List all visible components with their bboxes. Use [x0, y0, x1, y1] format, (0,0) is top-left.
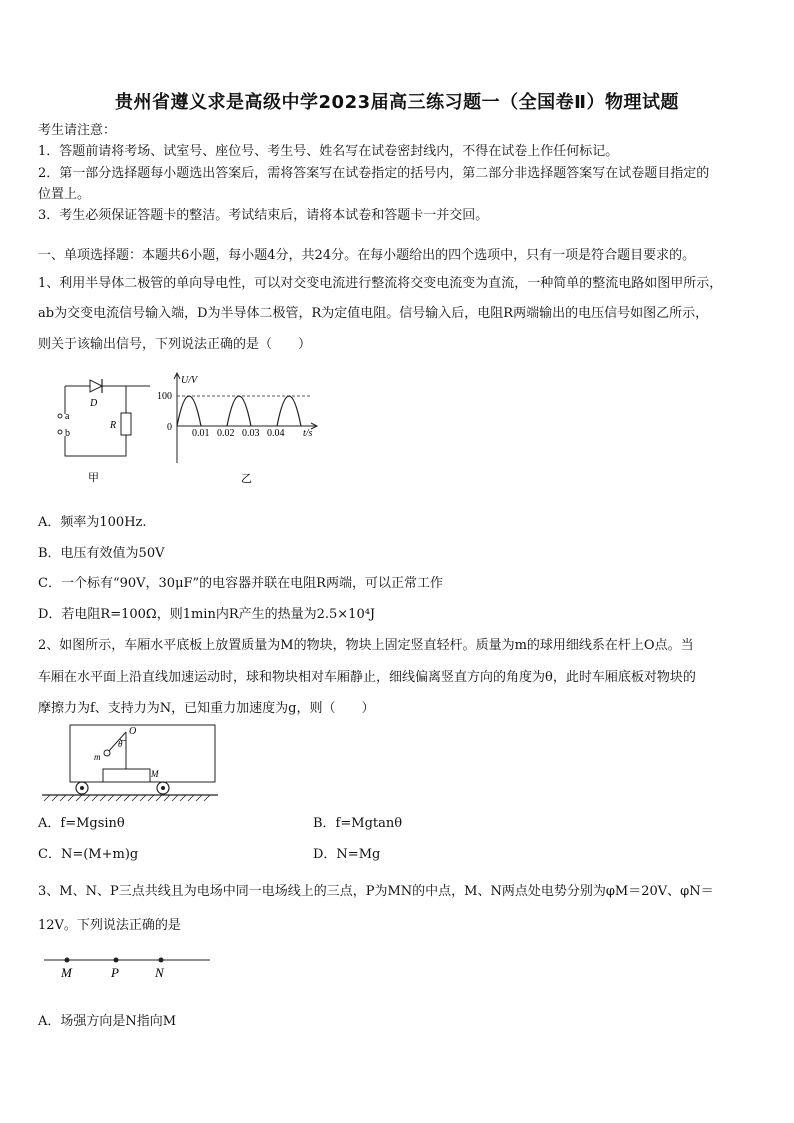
q2-line-1: 2、如图所示，车厢水平底板上放置质量为M的物块，物块上固定竖直轻杆。质量为m的球用细线系在杆上O点。当 — [38, 638, 694, 653]
ground-hatch — [44, 795, 210, 801]
terminal-b — [58, 430, 62, 434]
y-tick-100: 100 — [157, 391, 172, 402]
label-point-N: N — [155, 965, 164, 980]
q1-option-a: A．频率为100Hz. — [38, 515, 147, 530]
q1-option-d: D．若电阻R=100Ω，则1min内R产生的热量为2.5×10⁴J — [38, 607, 376, 622]
figure-q3-field-line — [42, 950, 217, 980]
ball-m — [104, 750, 110, 756]
q1-line-1: 1、利用半导体二极管的单向导电性，可以对交变电流进行整流将交变电流变为直流，一种简单的整流电路如图甲所示， — [38, 276, 723, 291]
caption-yi: 乙 — [241, 473, 252, 485]
q2-option-d: D．N=Mg — [313, 847, 381, 862]
q3-line-2: 12V。下列说法正确的是 — [38, 918, 181, 933]
label-M: M — [151, 769, 159, 779]
label-O: O — [129, 726, 137, 737]
block-M — [103, 769, 150, 782]
x-axis-label: t/s — [303, 428, 313, 439]
notice-item-2: 2．第一部分选择题每小题选出答案后，需将答案写在试卷指定的括号内，第二部分非选择题答案写在试卷题目指定的 — [38, 166, 710, 181]
diode-symbol — [90, 379, 102, 393]
figure-jia-circuit — [50, 370, 150, 485]
q1-line-2: ab为交变电流信号输入端，D为半导体二极管，R为定值电阻。信号输入后，电阻R两端输出的电压信号如图乙所示， — [38, 306, 709, 321]
q1-line-3: 则关于该输出信号，下列说法正确的是（ ） — [38, 337, 312, 352]
page-title: 贵州省遵义求是高级中学2023届高三练习题一（全国卷Ⅱ）物理试题 — [115, 92, 679, 113]
half-wave-3 — [277, 396, 301, 426]
terminal-a — [58, 414, 62, 418]
q2-line-3: 摩擦力为f、支持力为N，已知重力加速度为g，则（ ） — [38, 701, 375, 716]
q2-option-b: B．f=Mgtanθ — [313, 816, 403, 831]
q2-option-a: A．f=Mgsinθ — [38, 816, 125, 831]
point-M — [65, 958, 70, 963]
label-point-M: M — [61, 965, 72, 980]
q1-option-c: C．一个标有“90V，30μF”的电容器并联在电阻R两端，可以正常工作 — [38, 576, 443, 591]
label-R: R — [110, 420, 117, 431]
q2-option-c: C．N=(M+m)g — [38, 847, 139, 862]
point-P — [114, 958, 119, 963]
x-tick-0.04: 0.04 — [267, 428, 285, 439]
label-m: m — [94, 752, 101, 762]
x-tick-0.02: 0.02 — [217, 428, 235, 439]
half-wave-2 — [227, 396, 251, 426]
q1-option-b: B．电压有效值为50V — [38, 546, 165, 561]
q3-option-a: A．场强方向是N指向M — [38, 1014, 177, 1029]
label-b: b — [65, 428, 70, 439]
notice-item-3: 3．考生必须保证答题卡的整洁。考试结束后，请将本试卷和答题卡一并交回。 — [38, 208, 489, 223]
label-theta: θ — [118, 739, 123, 749]
half-wave-1 — [177, 396, 201, 426]
y-axis-label: U/V — [181, 375, 198, 386]
origin-label: 0 — [167, 422, 172, 433]
label-D: D — [90, 398, 98, 409]
x-tick-0.01: 0.01 — [192, 428, 210, 439]
q2-line-2: 车厢在水平面上沿直线加速运动时，球和物块相对车厢静止，细线偏离竖直方向的角度为θ，此时车厢底板对物块的 — [38, 670, 696, 685]
figure-yi-waveform — [155, 368, 330, 488]
section-heading: 一、单项选择题：本题共6小题，每小题4分，共24分。在每小题给出的四个选项中，只有一项是符合题目要求的。 — [38, 248, 696, 263]
caption-jia: 甲 — [88, 472, 99, 484]
x-tick-0.03: 0.03 — [242, 428, 260, 439]
notice-item-2-cont: 位置上。 — [38, 187, 91, 202]
figure-q2-car — [40, 722, 220, 802]
notice-item-1: 1．答题前请将考场、试室号、座位号、考生号、姓名写在试卷密封线内，不得在试卷上作任何标记。 — [38, 144, 619, 159]
label-point-P: P — [111, 965, 119, 980]
point-N — [159, 958, 164, 963]
q3-line-1: 3、M、N、P三点共线且为电场中同一电场线上的三点，P为MN的中点，M、N两点处电势分别为φM＝20V、φN＝ — [38, 884, 714, 899]
label-a: a — [65, 411, 70, 422]
notice-heading: 考生请注意： — [38, 123, 117, 138]
